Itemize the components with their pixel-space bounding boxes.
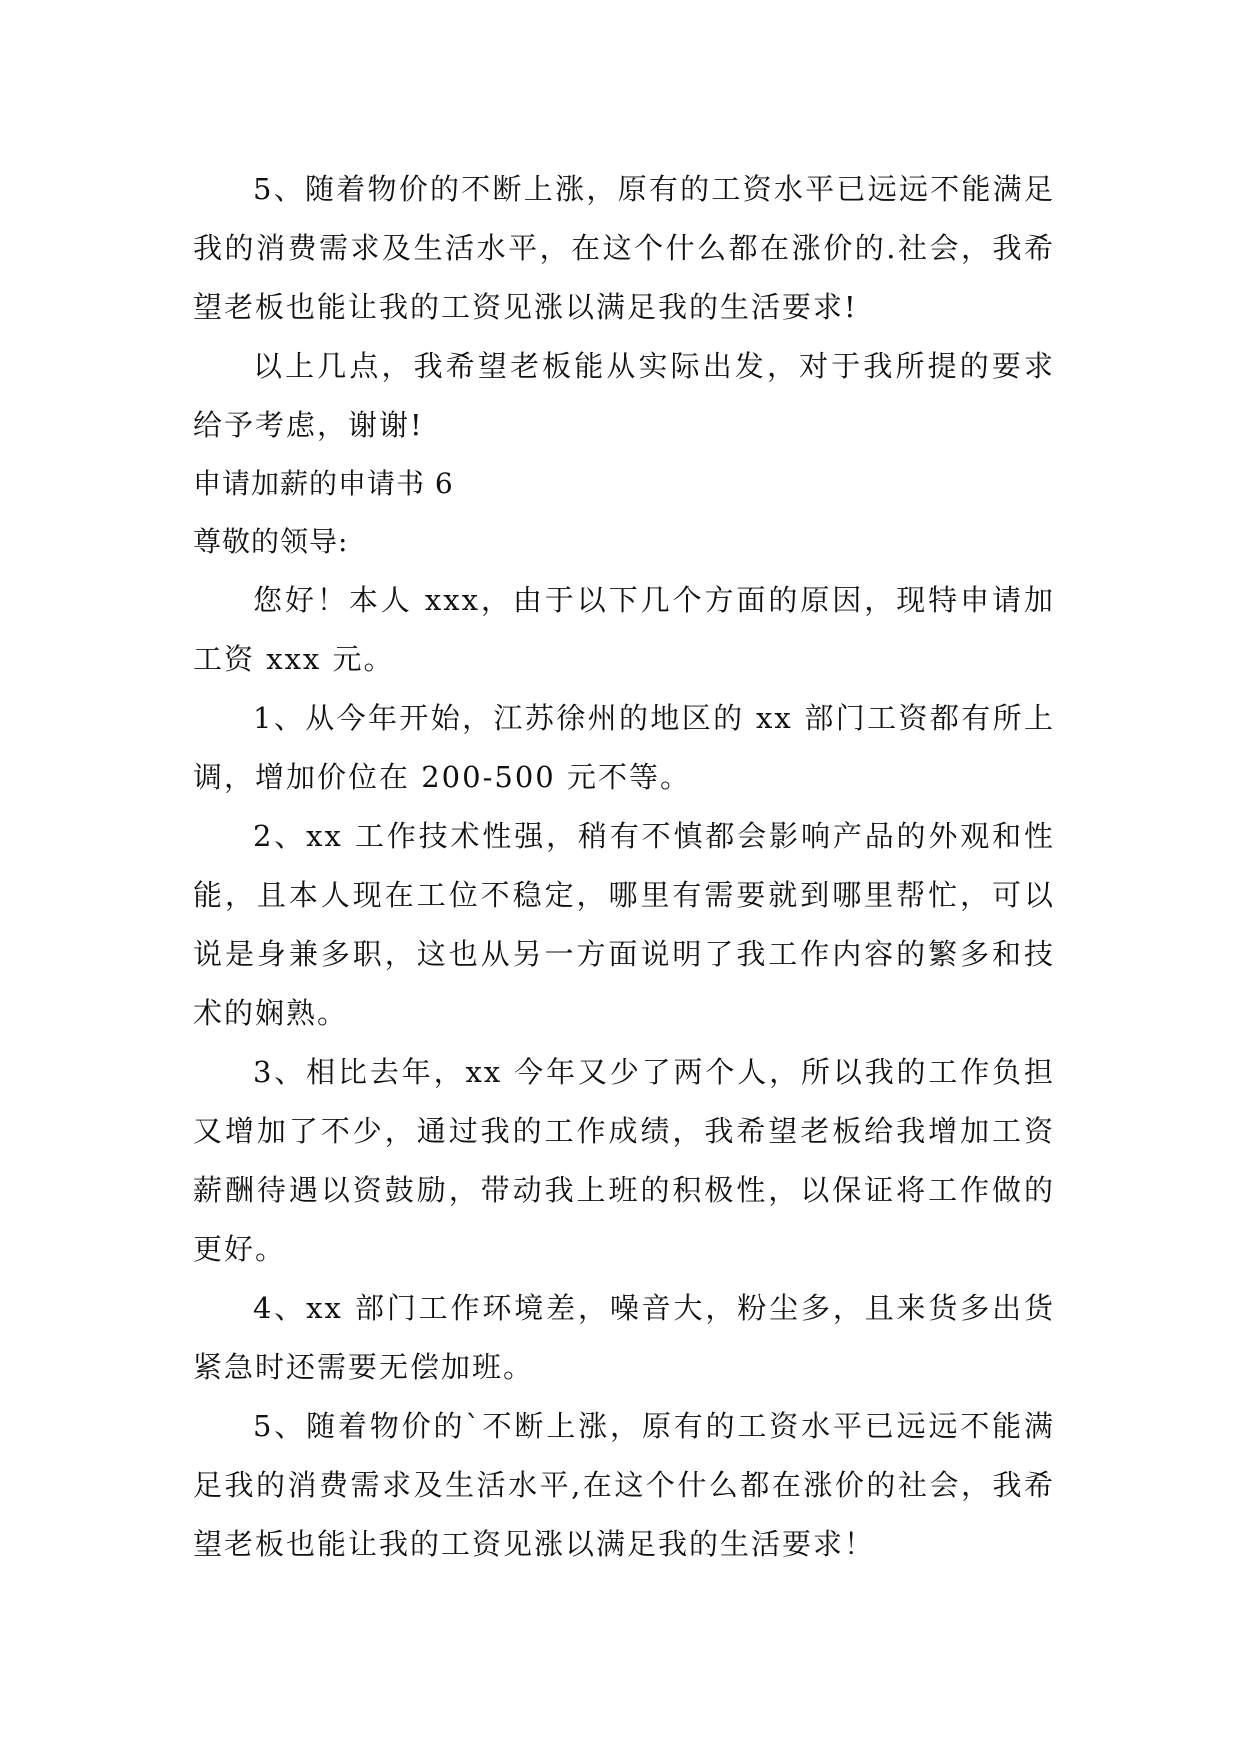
paragraph-price-rise-top: 5、随着物价的不断上涨，原有的工资水平已远远不能满足我的消费需求及生活水平，在这个什么都在涨价的.社会，我希望老板也能让我的工资见涨以满足我的生活要求!: [193, 172, 1055, 324]
paragraph-point-3: 3、相比去年，xx 今年又少了两个人，所以我的工作负担又增加了不少，通过我的工作成绩，我希望老板给我增加工资薪酬待遇以资鼓励，带动我上班的积极性，以保证将工作做的更好。: [193, 1055, 1055, 1266]
document-body: [193, 160, 1055, 1574]
paragraph-point-5: 5、随着物价的`不断上涨，原有的工资水平已远远不能满足我的消费需求及生活水平,在这个什么都在涨价的社会，我希望老板也能让我的工资见涨以满足我的生活要求！: [193, 1409, 1055, 1561]
paragraph-greeting: 您好！本人 xxx，由于以下几个方面的原因，现特申请加工资 xxx 元。: [193, 583, 1055, 676]
paragraph-point-4: 4、xx 部门工作环境差，噪音大，粉尘多，且来货多出货紧急时还需要无偿加班。: [193, 1291, 1055, 1384]
section-title: 申请加薪的申请书 6: [193, 467, 454, 500]
paragraph-point-1: 1、从今年开始，江苏徐州的地区的 xx 部门工资都有所上调，增加价位在 200-500 元不等。: [193, 701, 1055, 794]
paragraph-point-2: 2、xx 工作技术性强，稍有不慎都会影响产品的外观和性能，且本人现在工位不稳定，哪里有需要就到哪里帮忙，可以说是身兼多职，这也从另一方面说明了我工作内容的繁多和技术的娴熟。: [193, 819, 1055, 1030]
paragraph-closing-request: 以上几点，我希望老板能从实际出发，对于我所提的要求给予考虑，谢谢!: [193, 349, 1055, 442]
salutation: 尊敬的领导:: [193, 525, 349, 558]
